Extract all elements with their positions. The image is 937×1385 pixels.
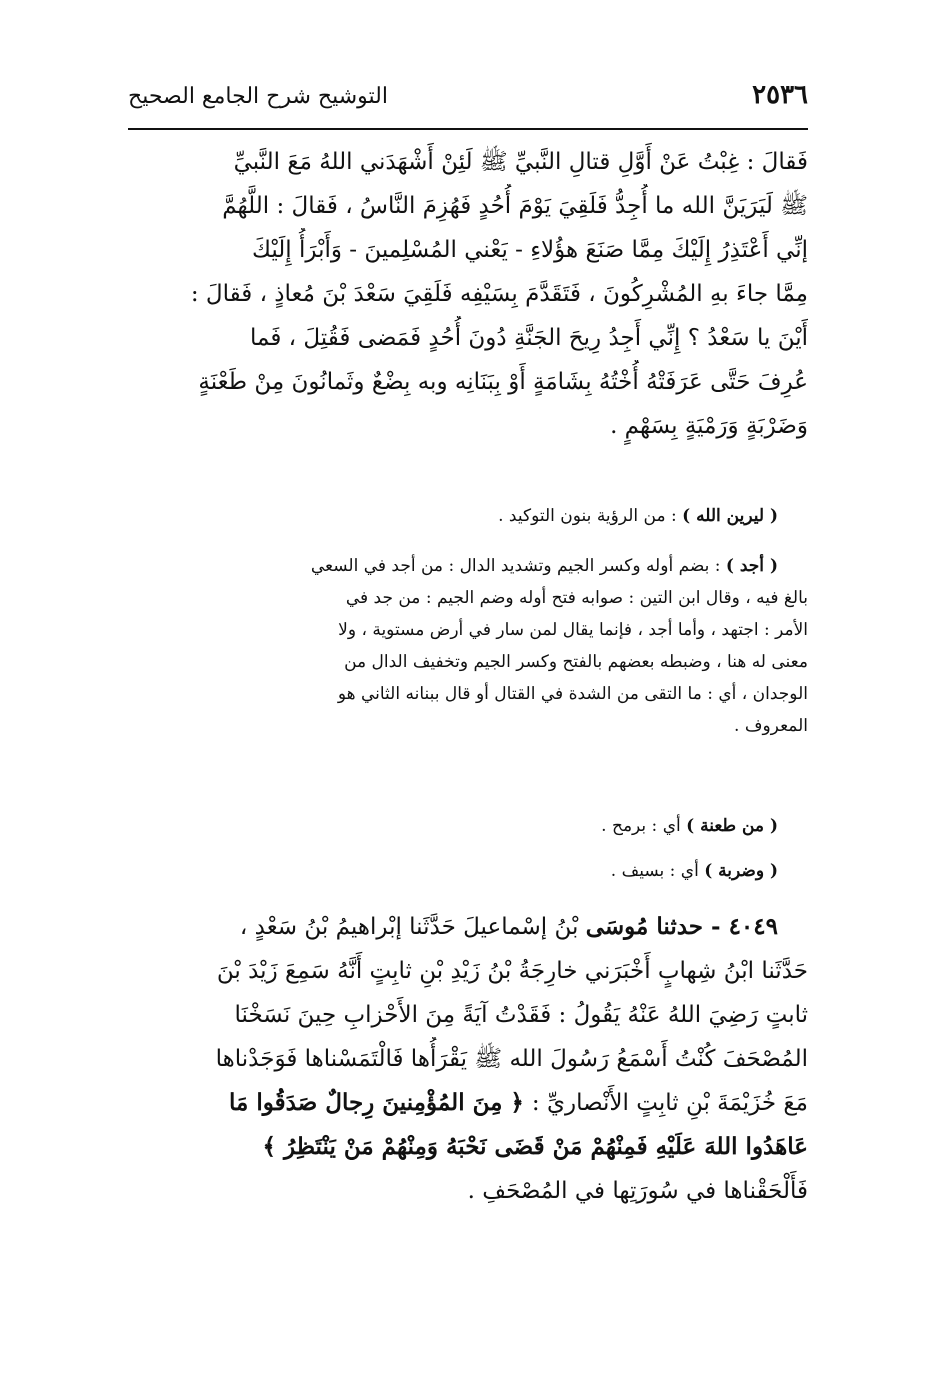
page-header: [128, 80, 808, 120]
note-line: بالغ فيه ، وقال ابن التين : صوابه فتح أوله وضم الجيم : من جد في: [345, 588, 808, 608]
hadith-line: ثابتٍ رَضِيَ اللهُ عَنْهُ يَقُولُ : فَقَدْتُ آيَةً مِنَ الأَحْزابِ حِينَ نَسَخْنَا: [234, 1002, 808, 1028]
hadith-line: فَقالَ : غِبْتُ عَنْ أَوَّلِ قتالِ النَّبيِّ ﷺ لَئِنْ أَشْهَدَني اللهُ مَعَ النَّبيِّ: [233, 149, 808, 175]
hadith-line: ﷺ لَيَرَيَنَّ الله ما أُجِدُّ فَلَقِيَ يَوْمَ أُحُدٍ فَهُزِمَ النَّاسُ ، فَقالَ : اللَّهُمَّ: [222, 193, 808, 219]
note-text: أي : بسيف .: [610, 861, 705, 881]
hadith-line: عُرِفَ حَتَّى عَرَفَتْهُ أُخْتُهُ بِشَامَةٍ أَوْ بِبَنَانِه وبه بِضْعٌ وثَمانُونَ مِنْ طَعْنَةٍ: [198, 369, 808, 395]
hadith-line: إنِّي أَعْتَذِرُ إِلَيْكَ مِمَّا صَنَعَ هؤُلاءِ - يَعْني المُسْلِمينَ - وَأَبْرَأُ إِلَيْكَ: [251, 237, 808, 263]
note-line: معنى له هنا ، وضبطه بعضهم بالفتح وكسر الجيم وتخفيف الدال من: [344, 652, 808, 672]
commentary-note: [128, 855, 808, 887]
commentary-note: [128, 550, 808, 742]
header-divider: [128, 128, 808, 130]
quran-verse: عَاهَدُوا اللهَ عَلَيْهِ فَمِنْهُمْ مَنْ قَضَى نَحْبَهُ وَمِنْهُمْ مَنْ يَنْتَظِرُ ﴾: [262, 1133, 808, 1160]
page-number: ٢٥٣٦: [752, 80, 808, 110]
note-text: أي : برمح .: [601, 816, 687, 836]
commentary-note: [128, 810, 808, 842]
note-line: الوجدان ، أي : ما التقى من الشدة في القتال أو قال ببنانه الثاني هو: [337, 684, 808, 704]
hadith-line: فَأَلْحَقْناها في سُورَتِها في المُصْحَفِ .: [467, 1178, 808, 1204]
hadith-text: [128, 140, 808, 448]
quran-verse: ﴿ مِنَ المُؤْمِنينَ رِجالٌ صَدَقُوا مَا: [229, 1089, 532, 1116]
note-line: المعروف .: [734, 716, 808, 736]
note-text: : بضم أوله وكسر الجيم وتشديد الدال : من أجد في السعي: [310, 556, 726, 576]
note-term: ( وضربة ): [704, 861, 778, 881]
hadith-line: وَضَرْبَةٍ وَرَمْيَةٍ بِسَهْمٍ .: [610, 413, 808, 439]
hadith-line: المُصْحَفَ كُنْتُ أَسْمَعُ رَسُولَ الله ﷺ يَقْرَأُها فَالْتَمَسْناها فَوَجَدْناها: [215, 1046, 808, 1072]
note-term: ( ليرين الله ): [682, 506, 778, 526]
note-term: ( أجد ): [725, 556, 778, 576]
note-text: : من الرؤية بنون التوكيد .: [498, 506, 683, 526]
book-title: التوشيح شرح الجامع الصحيح: [128, 84, 388, 109]
note-term: ( من طعنة ): [686, 816, 778, 836]
hadith-line: أَيْنَ يا سَعْدُ ؟ إِنِّي أَجِدُ رِيحَ الجَنَّةِ دُونَ أُحُدٍ فَمَضى فَقُتِلَ ، فَما: [250, 325, 808, 351]
hadith-line: مَعَ خُزَيْمَةَ بْنِ ثابِتٍ الأَنْصاريِّ :: [531, 1090, 808, 1116]
hadith-line: بْنُ إسْماعيلَ حَدَّثَنا إبْراهيمُ بْنُ سَعْدٍ ،: [239, 914, 586, 940]
commentary-note: [128, 500, 808, 532]
hadith-line: مِمَّا جاءَ بهِ المُشْرِكُونَ ، فَتَقَدَّمَ بِسَيْفِه فَلَقِيَ سَعْدَ بْنَ مُعاذٍ ، فَقالَ :: [190, 281, 808, 307]
note-line: الأمر : اجتهد ، وأما أجد ، فإنما يقال لمن سار في أرض مستوية ، ولا: [338, 620, 808, 640]
hadith-number: ٤٠٤٩ - حدثنا مُوسَى: [585, 913, 778, 940]
hadith-line: حَدَّثَنا ابْنُ شِهابٍ أَخْبَرَني خارِجَةُ بْنُ زَيْدِ بْنِ ثابِتٍ أَنَّهُ سَمِعَ زَيْدَ بْنَ: [216, 958, 808, 984]
hadith-text: [128, 905, 808, 1213]
